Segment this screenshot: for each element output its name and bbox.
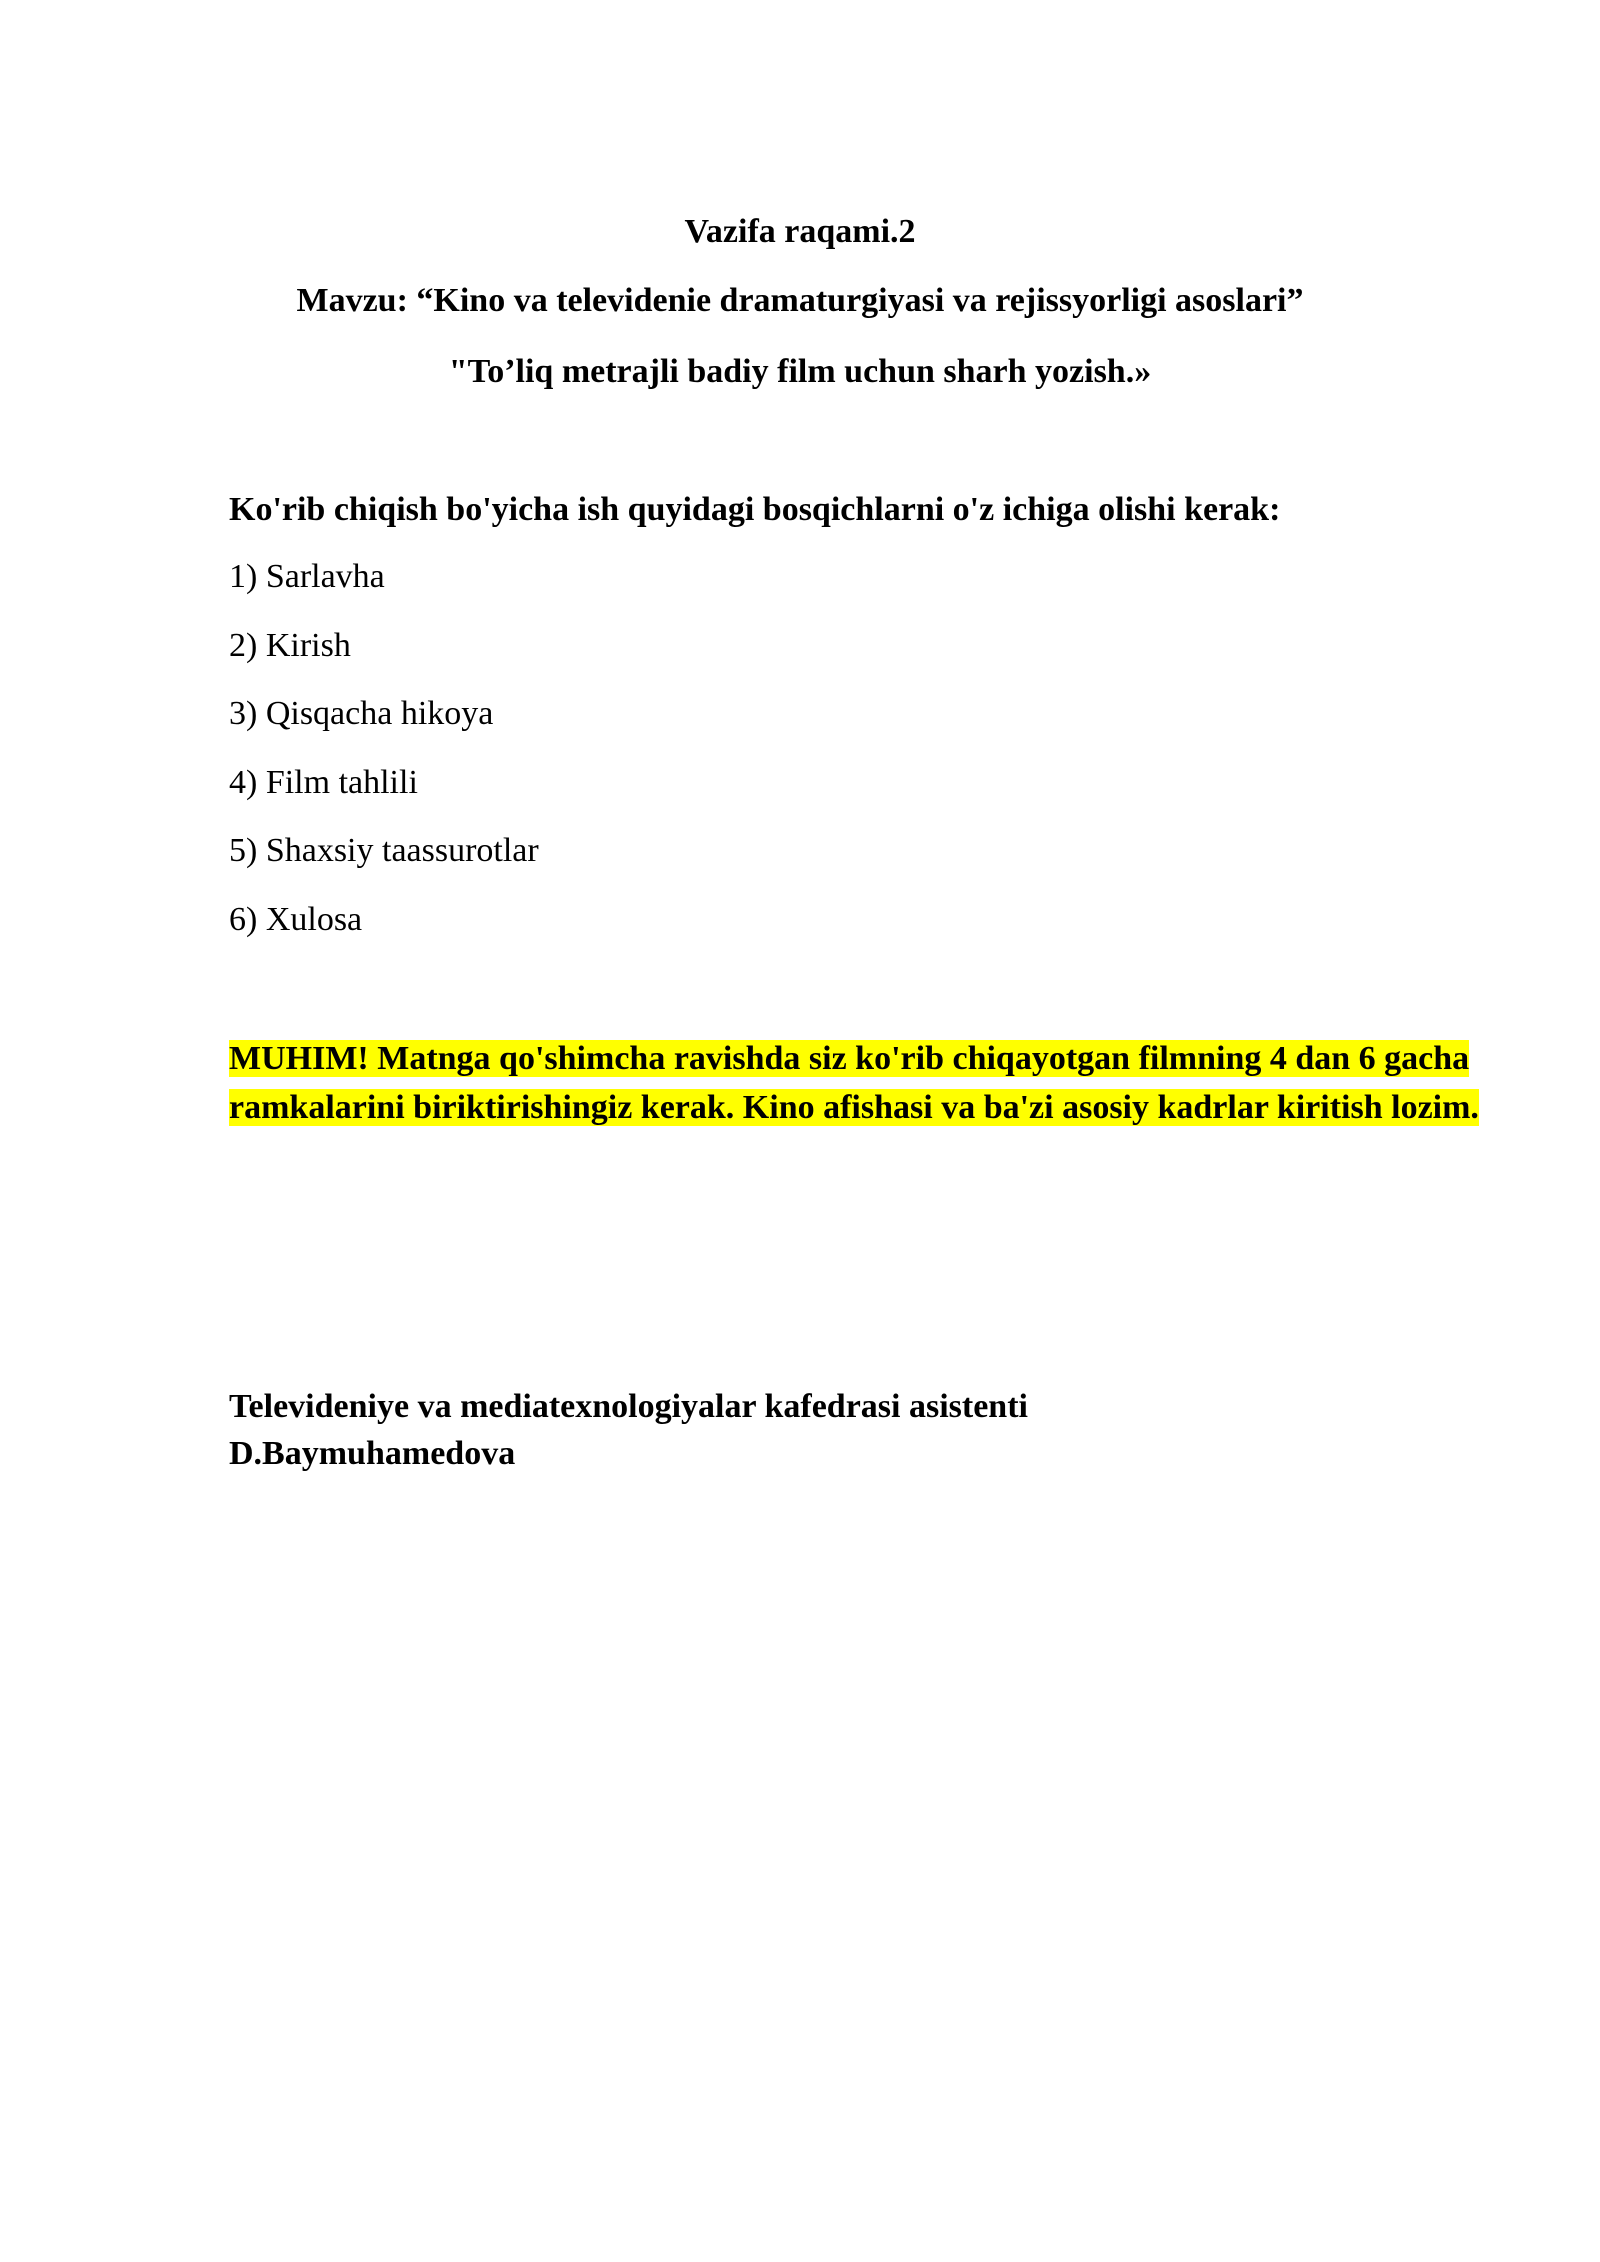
list-item: 5) Shaxsiy taassurotlar (229, 832, 539, 870)
important-highlight: MUHIM! Matnga qo'shimcha ravishda siz ko'rib chiqayotgan filmning 4 dan 6 gacha ramkalarini biriktirishingiz kerak. Kino afishasi va ba'zi asosiy kadrlar kiritish lozim. (229, 1040, 1479, 1126)
list-item: 6) Xulosa (229, 900, 363, 938)
signature-name: D.Baymuhamedova (229, 1435, 516, 1472)
steps-intro: Ko'rib chiqish bo'yicha ish quyidagi bosqichlarni o'z ichiga olishi kerak: (229, 491, 1281, 528)
document-topic: Mavzu: “Kino va televidenie dramaturgiyasi va rejissyorligi asoslari” (296, 282, 1304, 319)
signature-block (229, 1383, 1028, 1477)
list-item: 3) Qisqacha hikoya (229, 695, 494, 733)
steps-list (229, 557, 539, 969)
list-item: 2) Kirish (229, 626, 351, 664)
important-note (229, 1034, 1489, 1132)
list-item: 1) Sarlavha (229, 558, 385, 595)
list-item: 4) Film tahlili (229, 763, 418, 801)
document-title: Vazifa raqami.2 (684, 213, 916, 250)
signature-position: Televideniye va mediatexnologiyalar kafedrasi asistenti (229, 1388, 1028, 1425)
assignment-title: "To’liq metrajli badiy film uchun sharh yozish.» (448, 353, 1152, 390)
